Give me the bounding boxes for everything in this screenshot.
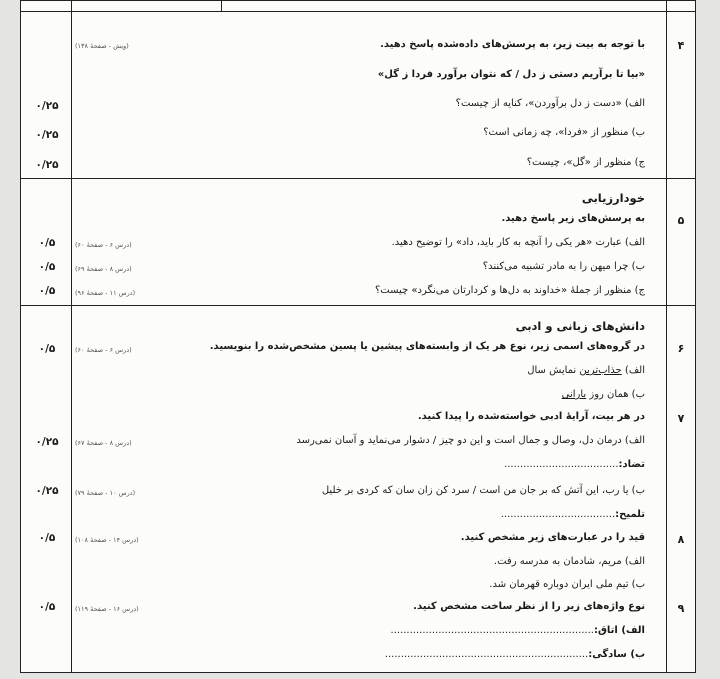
score-value: ۰/۵ — [38, 261, 56, 273]
score-value: ۰/۲۵ — [35, 100, 59, 112]
question-instruction: در گروه‌های اسمی زیر، نوع هر یک از وابسته‌های پیشین یا پسین مشخص‌شده را بنویسید. — [209, 341, 645, 352]
score-column-divider — [71, 1, 72, 672]
answer-line — [504, 459, 645, 470]
score-value: ۰/۲۵ — [35, 159, 59, 171]
question-instruction: نوع واژه‌های زیر را از نظر ساخت مشخص کنید. — [413, 601, 645, 612]
question-item-a — [527, 365, 645, 376]
source-reference: (درس ۱۶ - صفحهٔ ۱۱۹) — [75, 605, 139, 613]
underlined-word: بارانی — [561, 389, 587, 400]
item-rest: نمایش سال — [527, 365, 580, 376]
answer-label: الف) اتاق: — [593, 625, 645, 636]
score-value: ۰/۲۵ — [35, 485, 59, 497]
score-value: ۰/۵ — [38, 532, 56, 544]
question-item-b — [562, 389, 645, 400]
question-instruction: در هر بیت، آرایهٔ ادبی خواسته‌شده را پیدا کنید. — [417, 411, 645, 422]
score-value: ۰/۲۵ — [35, 129, 59, 141]
source-reference: (درس ۸ - صفحهٔ ۶۷) — [75, 439, 132, 447]
question-number: ۴ — [677, 39, 685, 52]
question-item-c: ج) منظور از «گل»، چیست؟ — [526, 157, 645, 168]
source-reference: (درس ۸ - صفحهٔ ۶۹) — [75, 265, 132, 273]
source-reference: (درس ۶ - صفحهٔ ۶۰) — [75, 346, 132, 354]
answer-blank: .................................... — [500, 509, 616, 520]
answer-blank: ................................................................ — [384, 649, 589, 660]
question-number: ۸ — [677, 533, 685, 546]
answer-label: تضاد: — [618, 459, 645, 470]
source-reference: (درس ۱۱ - صفحهٔ ۹۶) — [75, 289, 136, 297]
question-number: ۹ — [677, 602, 685, 615]
header-divider — [221, 1, 222, 11]
question-item-a: الف) عبارت «هر یکی را آنچه به کار باید، داد» را توضیح دهید. — [391, 237, 645, 248]
score-value: ۰/۲۵ — [35, 436, 59, 448]
answer-line — [391, 625, 645, 636]
section-heading: خودارزیابی — [581, 191, 645, 205]
item-prefix: ب) همان روز — [586, 389, 645, 400]
answer-line — [385, 649, 645, 660]
question-instruction: با توجه به بیت زیر، به پرسش‌های داده‌شده پاسخ دهید. — [380, 39, 645, 50]
question-item-b: ب) تیم ملی ایران دوباره قهرمان شد. — [489, 579, 645, 590]
answer-label: ب) سادگی: — [588, 649, 645, 660]
answer-blank: ................................................................ — [390, 625, 594, 636]
item-prefix: الف) — [621, 365, 645, 376]
source-reference: (درس ۱۰ - صفحهٔ ۷۹) — [75, 489, 136, 497]
question-instruction: به پرسش‌های زیر پاسخ دهید. — [501, 213, 645, 224]
answer-label: تلمیح: — [615, 509, 645, 520]
answer-blank: .................................... — [504, 459, 619, 470]
question-instruction: قید را در عبارت‌های زیر مشخص کنید. — [460, 532, 645, 543]
verse-text: «بیا تا برآریم دستی ز دل / که نتوان برآورد فردا ز گل» — [377, 69, 645, 80]
score-value: ۰/۵ — [38, 601, 56, 613]
question-number: ۶ — [677, 342, 685, 355]
answer-line — [501, 509, 645, 520]
row-divider — [21, 11, 695, 12]
score-value: ۰/۵ — [38, 285, 56, 297]
question-item-a: الف) مریم، شادمان به مدرسه رفت. — [493, 556, 645, 567]
source-reference: (درس ۱۴ - صفحهٔ ۱۰۸) — [75, 536, 139, 544]
question-item-a: الف) درمان دل، وصال و جمال است و این دو چیز / دشوار می‌نماید و آسان نمی‌رسد — [296, 435, 645, 446]
question-item-b: ب) چرا میهن را به مادر تشبیه می‌کنند؟ — [482, 261, 645, 272]
question-item-b: ب) منظور از «فردا»، چه زمانی است؟ — [483, 127, 645, 138]
section-heading: دانش‌های زبانی و ادبی — [515, 319, 645, 333]
question-item-c: ج) منظور از جملهٔ «خداوند به دل‌ها و کردارتان می‌نگرد» چیست؟ — [374, 285, 645, 296]
number-column-divider — [666, 1, 667, 672]
exam-sheet — [20, 0, 696, 673]
row-divider — [21, 305, 695, 306]
source-reference: (درس ۶ - صفحهٔ ۶۰) — [75, 241, 132, 249]
question-number: ۷ — [677, 412, 685, 425]
score-value: ۰/۵ — [38, 343, 56, 355]
row-divider — [21, 178, 695, 179]
question-item-b: ب) یا رب، این آتش که بر جان من است / سرد کن زان سان که کردی بر خلیل — [321, 485, 645, 496]
source-reference: (ویش - صفحهٔ ۱۳۸) — [75, 42, 129, 50]
score-value: ۰/۵ — [38, 237, 56, 249]
question-item-a: الف) «دست ز دل برآوردن»، کنایه از چیست؟ — [455, 98, 645, 109]
question-number: ۵ — [677, 214, 685, 227]
underlined-word: جذاب‌ترین — [579, 365, 622, 376]
